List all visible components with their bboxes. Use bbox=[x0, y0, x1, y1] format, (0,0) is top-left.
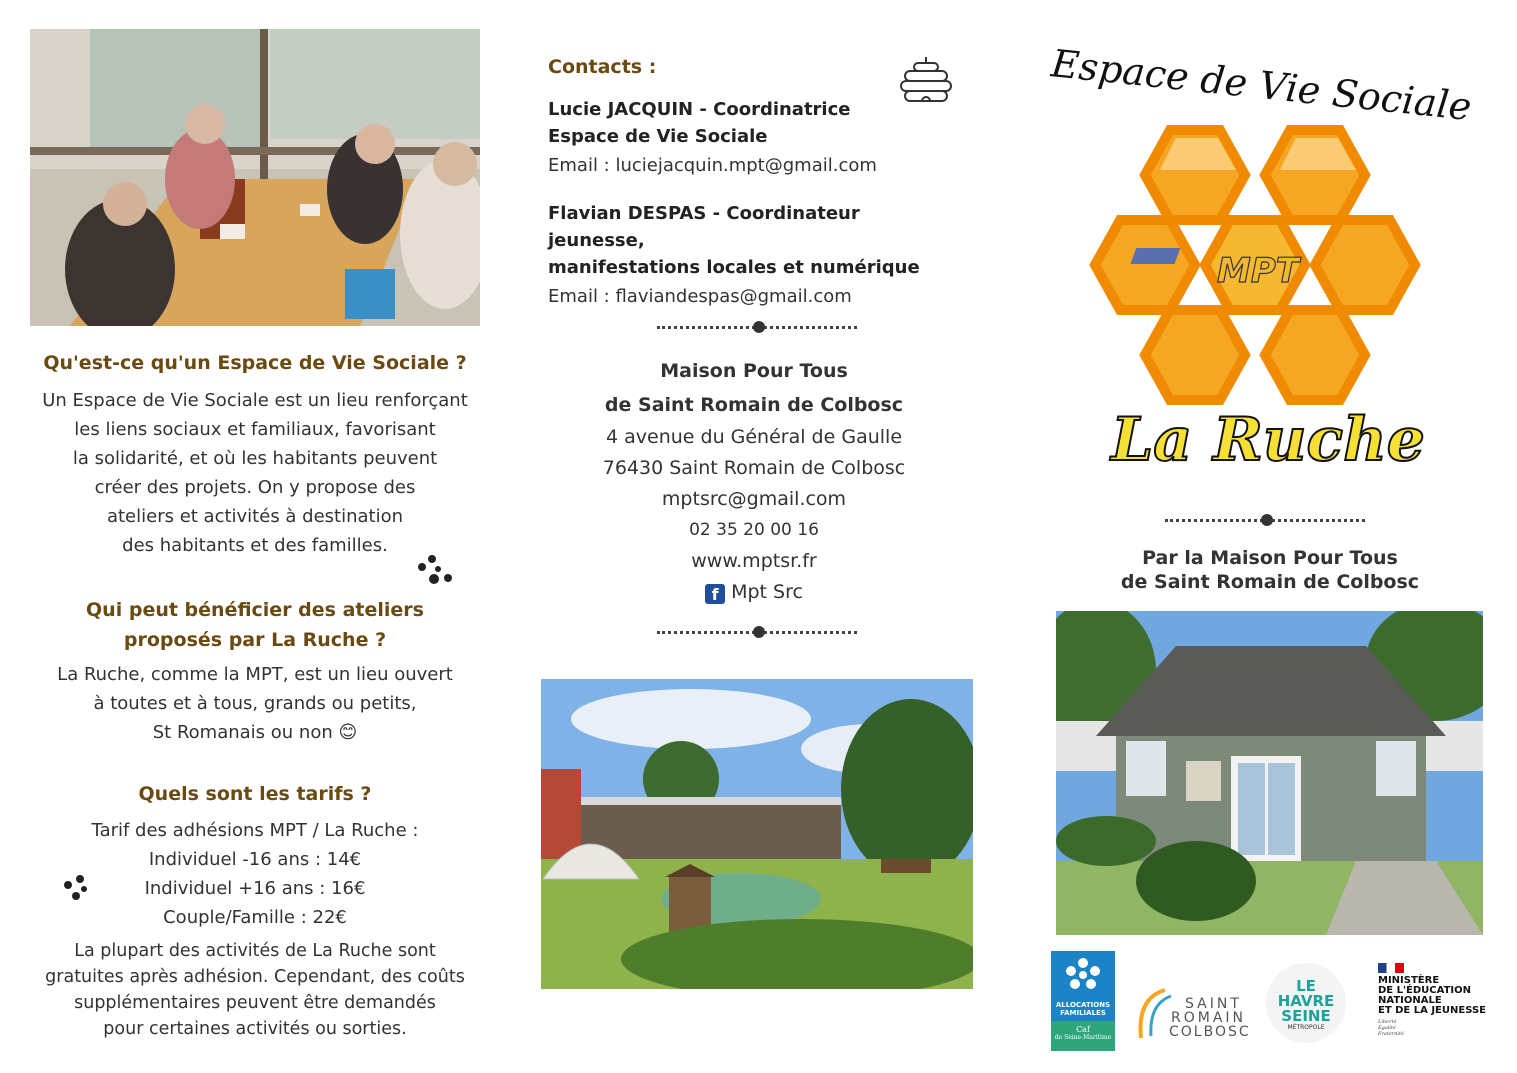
min-text: ET DE LA JEUNESSE bbox=[1378, 1005, 1486, 1016]
q3-note-line: La plupart des activités de La Ruche sont bbox=[74, 941, 436, 961]
q1-line: la solidarité, et où les habitants peuvent bbox=[72, 448, 438, 469]
photo-card-game bbox=[30, 29, 480, 326]
q2-title bbox=[30, 595, 480, 655]
divider bbox=[657, 321, 857, 333]
org-email[interactable]: mptsrc@gmail.com bbox=[661, 488, 847, 510]
q1-text bbox=[30, 386, 480, 560]
q3-text bbox=[30, 816, 480, 932]
address-line: 76430 Saint Romain de Colbosc bbox=[602, 457, 906, 479]
min-motto: Égalité bbox=[1378, 1025, 1396, 1031]
q3-note bbox=[20, 938, 490, 1042]
contact-email[interactable]: Email : flaviandespas@gmail.com bbox=[548, 286, 852, 307]
caf-emblem-icon bbox=[1051, 951, 1115, 997]
caf-logo bbox=[1051, 951, 1115, 1047]
contact-name: Flavian DESPAS - Coordinateur jeunesse, bbox=[548, 203, 860, 251]
caf-text: FAMILIALES bbox=[1060, 1009, 1106, 1017]
le-havre-seine-logo bbox=[1266, 963, 1346, 1043]
org-website[interactable]: www.mptsr.fr bbox=[691, 550, 817, 572]
q3-line: Individuel -16 ans : 14€ bbox=[148, 849, 362, 870]
min-motto: Fraternité bbox=[1378, 1031, 1404, 1037]
min-text: NATIONALE bbox=[1378, 995, 1442, 1006]
lh-text: LE bbox=[1296, 977, 1316, 995]
q3-note-line: pour certaines activités ou sorties. bbox=[103, 1019, 407, 1039]
q2-title-line: Qui peut bénéficier des ateliers bbox=[86, 599, 424, 621]
min-text: MINISTÈRE bbox=[1378, 975, 1440, 986]
min-motto: Liberté bbox=[1378, 1019, 1397, 1025]
lh-text: HAVRE bbox=[1277, 992, 1335, 1010]
q3-note-line: supplémentaires peuvent être demandés bbox=[74, 993, 436, 1013]
lh-text: SEINE bbox=[1281, 1007, 1331, 1025]
facebook-label: Mpt Src bbox=[731, 581, 803, 603]
org-name: de Saint Romain de Colbosc bbox=[604, 394, 904, 416]
q2-line: St Romanais ou non 😊 bbox=[152, 722, 358, 743]
min-text: DE L'ÉDUCATION bbox=[1378, 985, 1472, 996]
logo-bottom-text: La Ruche bbox=[1111, 405, 1425, 475]
q3-line: Couple/Famille : 22€ bbox=[163, 907, 347, 928]
q1-line: les liens sociaux et familiaux, favorisant bbox=[74, 419, 436, 440]
contact-role: Espace de Vie Sociale bbox=[548, 126, 768, 147]
sr-text: COLBOSC bbox=[1169, 1024, 1251, 1040]
q2-title-line: proposés par La Ruche ? bbox=[123, 629, 387, 651]
photo-garden bbox=[541, 679, 973, 989]
q1-title: Qu'est-ce qu'un Espace de Vie Sociale ? bbox=[43, 352, 467, 374]
by-org-line: de Saint Romain de Colbosc bbox=[1120, 571, 1420, 593]
address-line: 4 avenue du Général de Gaulle bbox=[605, 426, 903, 448]
contact-flavian bbox=[548, 200, 948, 307]
lh-text: MÉTROPOLE bbox=[1287, 1024, 1325, 1031]
org-phone: 02 35 20 00 16 bbox=[689, 520, 819, 540]
divider bbox=[1165, 514, 1365, 526]
la-ruche-logo bbox=[1040, 40, 1480, 480]
by-org bbox=[1060, 546, 1480, 594]
caf-text: ALLOCATIONS bbox=[1055, 1001, 1111, 1009]
contact-role: manifestations locales et numérique bbox=[548, 257, 920, 278]
divider bbox=[657, 626, 857, 638]
q1-line: Un Espace de Vie Sociale est un lieu renforçant bbox=[42, 390, 468, 411]
q3-title: Quels sont les tarifs ? bbox=[138, 783, 372, 805]
flag-icon bbox=[1378, 963, 1404, 973]
by-org-line: Par la Maison Pour Tous bbox=[1142, 547, 1398, 569]
org-name: Maison Pour Tous bbox=[660, 360, 848, 382]
q2-text bbox=[30, 660, 480, 747]
q2-line: à toutes et à tous, grands ou petits, bbox=[93, 693, 417, 714]
sr-text: SAINT bbox=[1185, 996, 1242, 1012]
ministere-logo bbox=[1378, 963, 1498, 1053]
org-block bbox=[554, 354, 954, 608]
sr-text: ROMAIN bbox=[1171, 1010, 1247, 1026]
q1-line: ateliers et activités à destination bbox=[106, 506, 404, 527]
logo-center-text: MPT bbox=[1217, 251, 1299, 291]
q3-line: Tarif des adhésions MPT / La Ruche : bbox=[91, 820, 419, 841]
facebook-link[interactable] bbox=[554, 577, 954, 608]
logo-top-text: Espace de Vie Sociale bbox=[1049, 41, 1474, 130]
contact-email[interactable]: Email : luciejacquin.mpt@gmail.com bbox=[548, 155, 877, 176]
contact-lucie bbox=[548, 96, 948, 176]
dots-decoration-icon bbox=[414, 553, 454, 587]
contacts-title: Contacts : bbox=[548, 56, 657, 78]
q3-note-line: gratuites après adhésion. Cependant, des coûts bbox=[45, 967, 465, 987]
q3-line: Individuel +16 ans : 16€ bbox=[144, 878, 366, 899]
caf-text: de Seine-Maritime bbox=[1054, 1034, 1112, 1041]
caf-text: Caf bbox=[1076, 1025, 1090, 1034]
photo-ruche-building bbox=[1056, 611, 1483, 935]
dots-decoration-icon bbox=[62, 874, 92, 902]
q2-line: La Ruche, comme la MPT, est un lieu ouvert bbox=[57, 664, 453, 685]
q1-line: des habitants et des familles. bbox=[122, 535, 388, 556]
contact-name: Lucie JACQUIN - Coordinatrice bbox=[548, 99, 851, 120]
facebook-icon: f bbox=[705, 584, 725, 604]
q1-line: créer des projets. On y propose des bbox=[94, 477, 416, 498]
saint-romain-logo bbox=[1135, 982, 1250, 1042]
